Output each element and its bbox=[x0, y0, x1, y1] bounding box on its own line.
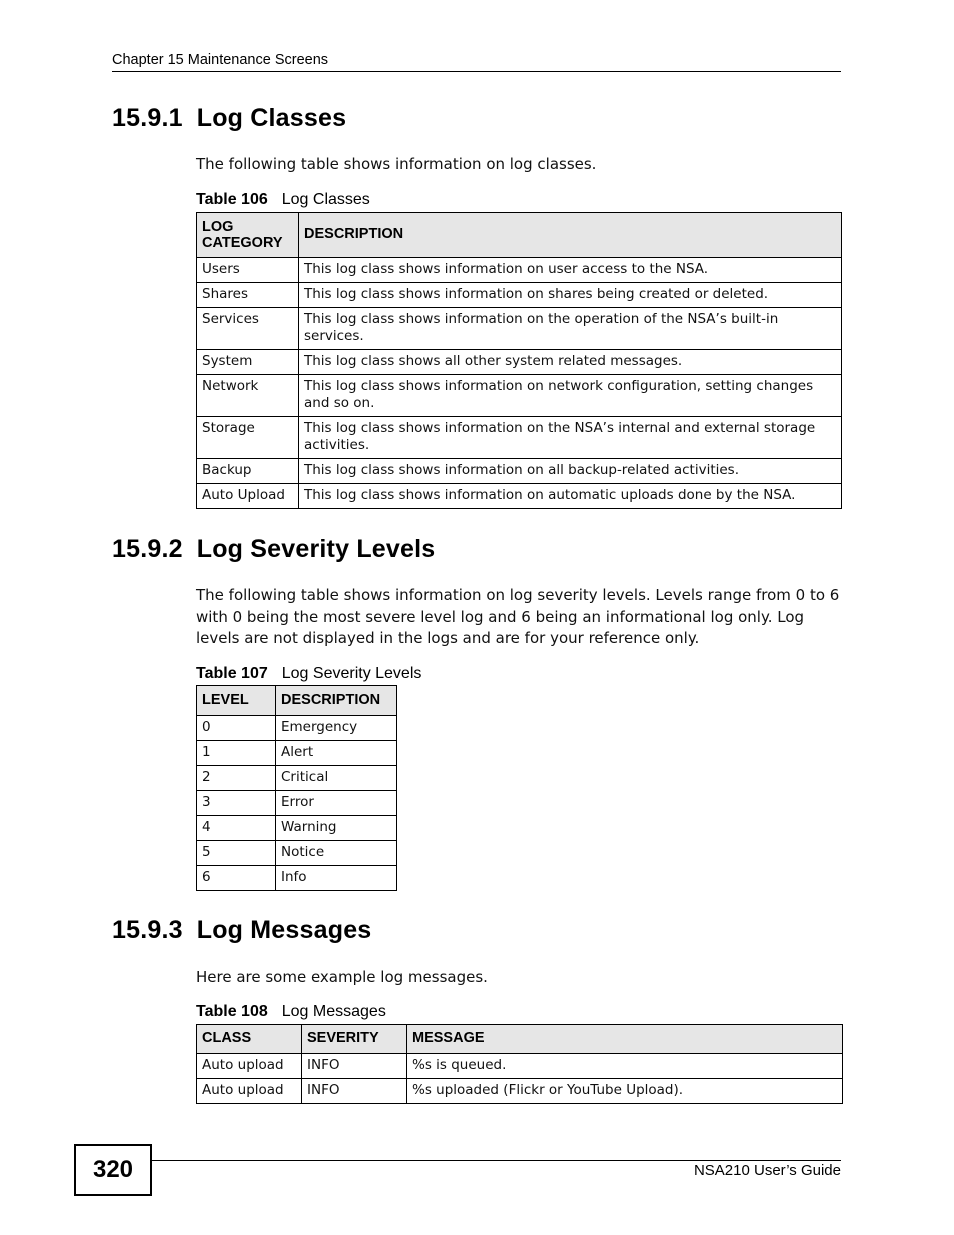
table-cell: 4 bbox=[197, 816, 276, 841]
table-cell: 0 bbox=[197, 716, 276, 741]
table-cell: This log class shows information on automatic uploads done by the NSA. bbox=[299, 484, 842, 509]
intro-paragraph-log-severity: The following table shows information on log severity levels. Levels range from 0 to 6 with 0 being the most severe level log and 6 being an informational log only. Log levels are not displayed in the logs and are for your reference only. bbox=[196, 586, 840, 647]
column-header: SEVERITY bbox=[302, 1025, 407, 1054]
table-cell: Auto upload bbox=[197, 1079, 302, 1104]
table-row bbox=[197, 1079, 843, 1104]
table-row bbox=[197, 350, 842, 375]
table-cell: This log class shows information on all backup-related activities. bbox=[299, 459, 842, 484]
table-row bbox=[197, 1054, 843, 1079]
table-cell: Shares bbox=[197, 283, 299, 308]
table-cell: Network bbox=[197, 375, 299, 417]
table-row bbox=[197, 417, 842, 459]
footer-rule bbox=[152, 1160, 841, 1161]
table-cell: This log class shows information on the NSA’s internal and external storage activities. bbox=[299, 417, 842, 459]
column-header: DESCRIPTION bbox=[299, 213, 842, 258]
table-number: Table 108 bbox=[196, 1003, 268, 1020]
table-row bbox=[197, 866, 397, 891]
table-cell: %s is queued. bbox=[407, 1054, 843, 1079]
section-heading-log-classes bbox=[112, 104, 346, 133]
table-cell: INFO bbox=[302, 1079, 407, 1104]
section-number: 15.9.1 bbox=[112, 104, 183, 132]
table-row bbox=[197, 258, 842, 283]
table-row bbox=[197, 741, 397, 766]
column-header: DESCRIPTION bbox=[276, 686, 397, 716]
column-header: CLASS bbox=[197, 1025, 302, 1054]
table-cell: This log class shows all other system related messages. bbox=[299, 350, 842, 375]
section-title: Log Messages bbox=[196, 916, 372, 944]
guide-title: NSA210 User’s Guide bbox=[693, 1162, 841, 1179]
section-number: 15.9.2 bbox=[112, 535, 183, 563]
intro-paragraph-log-messages: Here are some example log messages. bbox=[196, 968, 488, 986]
intro-paragraph-log-classes: The following table shows information on log classes. bbox=[196, 155, 597, 173]
header-rule bbox=[112, 71, 841, 72]
table-cell: Info bbox=[276, 866, 397, 891]
table-caption-text: Log Messages bbox=[281, 1003, 386, 1020]
table-cell: Notice bbox=[276, 841, 397, 866]
table-cell: Emergency bbox=[276, 716, 397, 741]
table-cell: Storage bbox=[197, 417, 299, 459]
table-caption-107 bbox=[196, 665, 421, 683]
table-row bbox=[197, 766, 397, 791]
table-cell: Critical bbox=[276, 766, 397, 791]
table-cell: Alert bbox=[276, 741, 397, 766]
section-title: Log Severity Levels bbox=[196, 535, 436, 563]
table-row bbox=[197, 841, 397, 866]
table-caption-106 bbox=[196, 191, 370, 209]
table-cell: INFO bbox=[302, 1054, 407, 1079]
table-cell: This log class shows information on the operation of the NSA’s built-in services. bbox=[299, 308, 842, 350]
section-title: Log Classes bbox=[196, 104, 347, 132]
table-number: Table 107 bbox=[196, 665, 268, 682]
table-cell: Users bbox=[197, 258, 299, 283]
table-row bbox=[197, 484, 842, 509]
table-caption-108 bbox=[196, 1003, 386, 1021]
table-row bbox=[197, 816, 397, 841]
table-caption-text: Log Severity Levels bbox=[281, 665, 422, 682]
table-cell: Error bbox=[276, 791, 397, 816]
column-header: LEVEL bbox=[197, 686, 276, 716]
page-number: 320 bbox=[74, 1144, 152, 1196]
table-cell: 2 bbox=[197, 766, 276, 791]
table-cell: System bbox=[197, 350, 299, 375]
log-classes-table bbox=[196, 212, 842, 509]
table-cell: %s uploaded (Flickr or YouTube Upload). bbox=[407, 1079, 843, 1104]
table-row bbox=[197, 459, 842, 484]
table-cell: This log class shows information on user access to the NSA. bbox=[299, 258, 842, 283]
table-row bbox=[197, 283, 842, 308]
table-cell: 5 bbox=[197, 841, 276, 866]
table-row bbox=[197, 308, 842, 350]
section-heading-log-severity bbox=[112, 535, 435, 564]
table-cell: Auto upload bbox=[197, 1054, 302, 1079]
table-cell: 6 bbox=[197, 866, 276, 891]
column-header: LOG CATEGORY bbox=[197, 213, 299, 258]
table-row bbox=[197, 716, 397, 741]
section-heading-log-messages bbox=[112, 916, 371, 945]
table-cell: 3 bbox=[197, 791, 276, 816]
table-cell: This log class shows information on network configuration, setting changes and so on. bbox=[299, 375, 842, 417]
running-head: Chapter 15 Maintenance Screens bbox=[112, 52, 329, 68]
table-number: Table 106 bbox=[196, 191, 268, 208]
section-number: 15.9.3 bbox=[112, 916, 183, 944]
table-cell: Services bbox=[197, 308, 299, 350]
table-cell: This log class shows information on shares being created or deleted. bbox=[299, 283, 842, 308]
column-header: MESSAGE bbox=[407, 1025, 843, 1054]
table-cell: Auto Upload bbox=[197, 484, 299, 509]
table-cell: Backup bbox=[197, 459, 299, 484]
log-severity-table bbox=[196, 685, 397, 891]
table-row bbox=[197, 791, 397, 816]
table-cell: Warning bbox=[276, 816, 397, 841]
table-row bbox=[197, 375, 842, 417]
table-caption-text: Log Classes bbox=[281, 191, 370, 208]
log-messages-table bbox=[196, 1024, 843, 1104]
table-cell: 1 bbox=[197, 741, 276, 766]
